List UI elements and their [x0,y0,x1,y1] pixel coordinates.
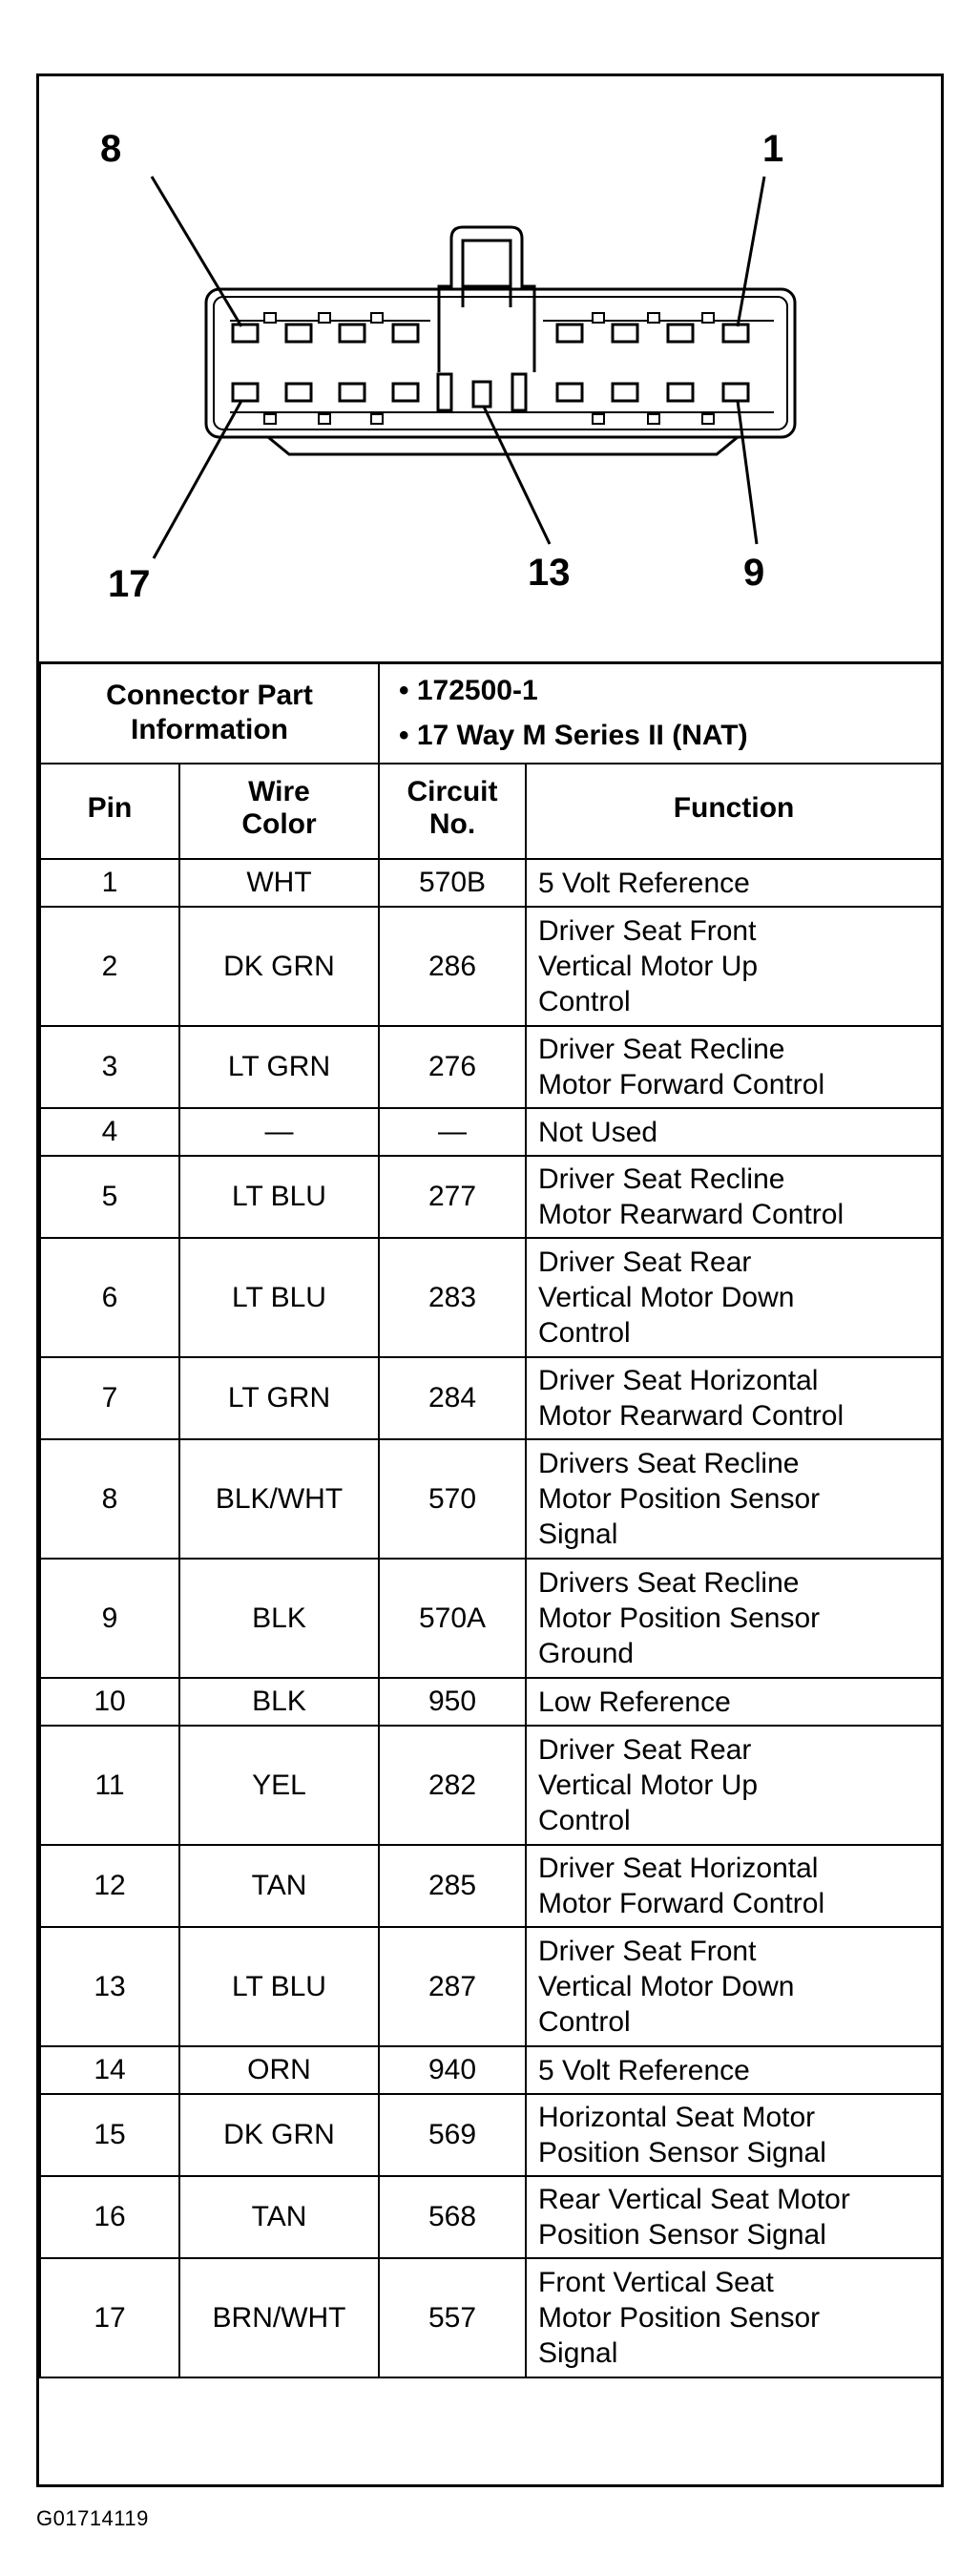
wire-color-cell: WHT [179,859,379,907]
circuit-cell: 284 [379,1357,526,1439]
part-number: • 172500-1 [399,675,538,706]
pin-cell: 6 [40,1238,179,1357]
pin-cell: 5 [40,1156,179,1238]
function-line: Vertical Motor Down [538,1971,795,2002]
table-row [40,1357,942,1439]
pin-callout-1: 1 [762,128,784,170]
wire-color-cell: BLK [179,1559,379,1678]
function-line: Signal [538,2337,618,2369]
function-line: Control [538,986,631,1017]
function-cell [526,1026,942,1108]
table-row [40,2258,942,2377]
function-line: Control [538,1317,631,1349]
function-cell [526,1678,942,1726]
circuit-cell: 285 [379,1845,526,1927]
function-line: Low Reference [538,1686,731,1718]
pin-cell: 15 [40,2094,179,2176]
table-row [40,1845,942,1927]
header-pin: Pin [40,764,179,859]
table-row [40,1726,942,1845]
table-row [40,1439,942,1559]
table-row [40,907,942,1026]
function-line: Signal [538,1518,618,1550]
function-cell [526,1726,942,1845]
pin-cell: 3 [40,1026,179,1108]
function-cell [526,1357,942,1439]
pin-callout-8: 8 [100,128,122,170]
pin-cell: 17 [40,2258,179,2377]
pin-cell: 13 [40,1927,179,2046]
circuit-cell: 570A [379,1559,526,1678]
pin-cell: 10 [40,1678,179,1726]
function-line: 5 Volt Reference [538,2054,750,2086]
function-line: Driver Seat Front [538,915,757,947]
circuit-cell: 287 [379,1927,526,2046]
pin-cell: 14 [40,2046,179,2094]
function-line: Position Sensor Signal [538,2219,826,2251]
connector-series: • 17 Way M Series II (NAT) [399,720,748,751]
pin-cell: 12 [40,1845,179,1927]
table-row [40,1927,942,2046]
pin-cell: 8 [40,1439,179,1559]
function-line: Motor Forward Control [538,1888,825,1919]
function-cell [526,1845,942,1927]
pin-cell: 16 [40,2176,179,2258]
wire-color-cell: TAN [179,2176,379,2258]
function-cell [526,907,942,1026]
wire-color-cell: LT GRN [179,1026,379,1108]
function-line: Motor Position Sensor [538,1483,821,1515]
pin-cell: 1 [40,859,179,907]
circuit-cell: 286 [379,907,526,1026]
function-line: Horizontal Seat Motor [538,2102,816,2133]
function-cell [526,2046,942,2094]
circuit-cell: 570 [379,1439,526,1559]
header-wire-color: Wire Color [179,764,379,859]
function-line: Vertical Motor Up [538,951,759,982]
connector-info-label: Connector Part Information [40,662,379,764]
circuit-cell: 557 [379,2258,526,2377]
function-line: Rear Vertical Seat Motor [538,2184,850,2215]
function-cell [526,2176,942,2258]
pin-cell: 11 [40,1726,179,1845]
circuit-cell: 940 [379,2046,526,2094]
function-cell [526,1927,942,2046]
function-line: Drivers Seat Recline [538,1448,800,1479]
function-line: Motor Position Sensor [538,1602,821,1634]
wire-color-cell: LT BLU [179,1156,379,1238]
table-row [40,1156,942,1238]
wire-color-cell: DK GRN [179,2094,379,2176]
pin-callout-13: 13 [528,552,571,594]
function-line: Driver Seat Recline [538,1163,785,1195]
function-line: Control [538,2006,631,2038]
function-line: Driver Seat Recline [538,1034,785,1065]
wire-color-cell: BLK [179,1678,379,1726]
function-line: Motor Rearward Control [538,1199,844,1230]
header-circuit-no: Circuit No. [379,764,526,859]
wire-color-cell: BRN/WHT [179,2258,379,2377]
wire-color-cell: BLK/WHT [179,1439,379,1559]
circuit-cell: 283 [379,1238,526,1357]
circuit-cell: 569 [379,2094,526,2176]
table-row [40,859,942,907]
circuit-cell: 276 [379,1026,526,1108]
connector-diagram [39,76,941,664]
header-function: Function [526,764,942,859]
pin-cell: 9 [40,1559,179,1678]
function-cell [526,1439,942,1559]
circuit-cell: 277 [379,1156,526,1238]
table-row [40,1559,942,1678]
wire-color-cell: YEL [179,1726,379,1845]
function-line: Vertical Motor Down [538,1282,795,1313]
wire-color-cell: LT BLU [179,1238,379,1357]
table-row [40,2176,942,2258]
circuit-cell: 282 [379,1726,526,1845]
wire-color-cell: LT BLU [179,1927,379,2046]
function-line: Motor Position Sensor [538,2302,821,2334]
connector-info-row [40,662,942,764]
connector-info-values [379,662,942,764]
function-line: Control [538,1805,631,1836]
table-row [40,1238,942,1357]
function-cell [526,1108,942,1156]
pinout-table [39,661,943,2378]
function-cell [526,2258,942,2377]
function-line: Motor Rearward Control [538,1400,844,1432]
wire-color-cell: — [179,1108,379,1156]
function-line: Driver Seat Horizontal [538,1365,819,1396]
connector-face-drawing [39,76,941,661]
function-line: Vertical Motor Up [538,1770,759,1801]
circuit-cell: 568 [379,2176,526,2258]
table-row [40,1108,942,1156]
function-line: Motor Forward Control [538,1069,825,1100]
function-cell [526,1559,942,1678]
figure-code: G01714119 [36,2506,149,2530]
connector-document [36,73,944,2487]
pin-callout-9: 9 [743,552,765,594]
circuit-cell: 570B [379,859,526,907]
function-line: 5 Volt Reference [538,867,750,899]
function-line: Drivers Seat Recline [538,1567,800,1599]
table-header-row [40,764,942,859]
function-line: Ground [538,1638,635,1669]
wire-color-cell: LT GRN [179,1357,379,1439]
function-line: Front Vertical Seat [538,2267,774,2298]
function-line: Driver Seat Horizontal [538,1853,819,1884]
table-row [40,2094,942,2176]
table-row [40,2046,942,2094]
function-cell [526,859,942,907]
function-cell [526,1238,942,1357]
pin-callout-17: 17 [108,563,151,605]
pin-cell: 2 [40,907,179,1026]
function-line: Not Used [538,1116,658,1148]
function-line: Driver Seat Rear [538,1734,752,1766]
function-line: Driver Seat Front [538,1936,757,1967]
pin-cell: 4 [40,1108,179,1156]
table-row [40,1026,942,1108]
wire-color-cell: ORN [179,2046,379,2094]
circuit-cell: 950 [379,1678,526,1726]
table-row [40,1678,942,1726]
wire-color-cell: TAN [179,1845,379,1927]
pin-cell: 7 [40,1357,179,1439]
function-cell [526,2094,942,2176]
wire-color-cell: DK GRN [179,907,379,1026]
circuit-cell: — [379,1108,526,1156]
function-line: Position Sensor Signal [538,2137,826,2168]
function-cell [526,1156,942,1238]
function-line: Driver Seat Rear [538,1246,752,1278]
